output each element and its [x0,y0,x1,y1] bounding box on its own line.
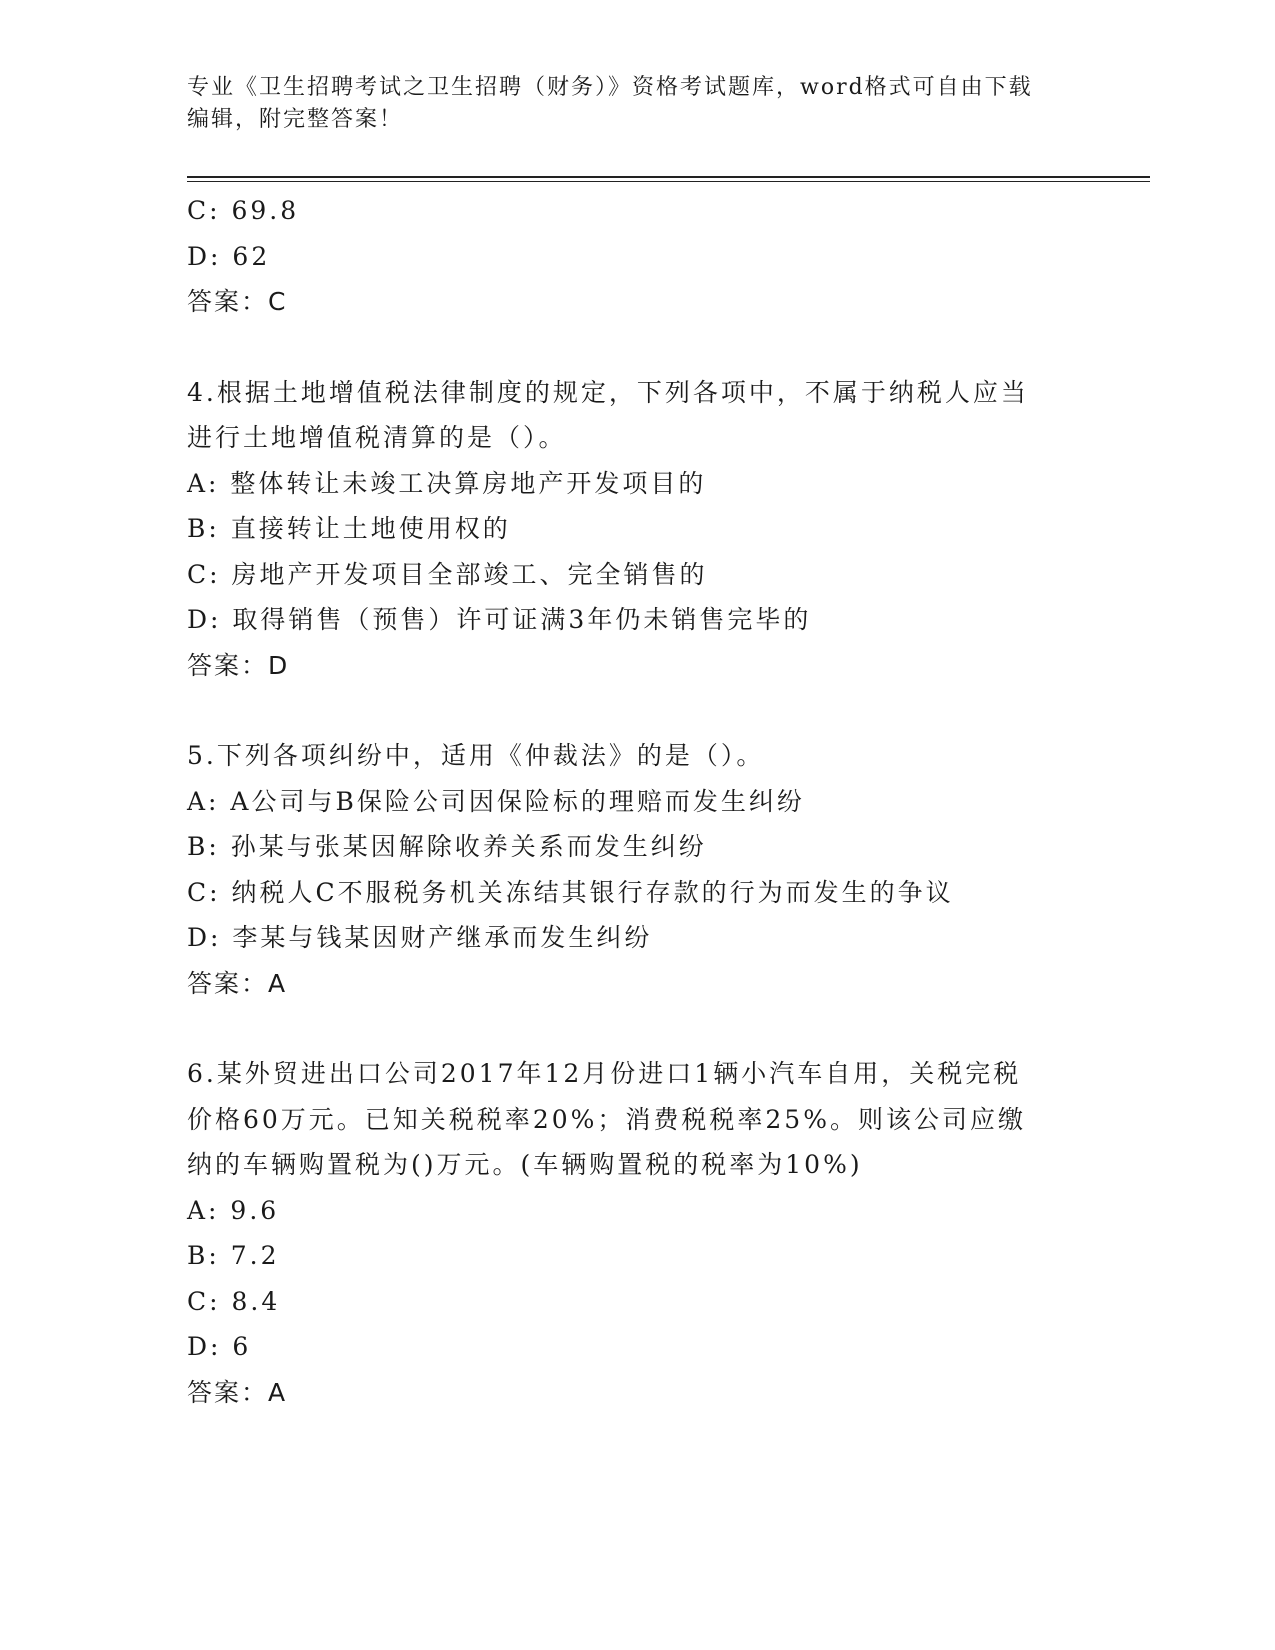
option-a: A: A公司与B保险公司因保险标的理赔而发生纠纷 [187,786,805,816]
option-c: C: 房地产开发项目全部竣工、完全销售的 [187,559,708,589]
answer: 答案：A [187,1377,288,1407]
answer: 答案：D [187,650,290,680]
option-d: D: 6 [187,1332,252,1361]
question-stem: 4.根据土地增值税法律制度的规定，下列各项中，不属于纳税人应当 [187,377,1029,407]
question-stem: 纳的车辆购置税为()万元。(车辆购置税的税率为10%) [187,1150,863,1179]
option-d: D: 62 [187,241,271,271]
option-b: B: 直接转让土地使用权的 [187,514,511,543]
spacer [187,1006,1087,1051]
header-line-2: 编辑，附完整答案！ [187,107,404,132]
document-body [187,188,1087,1415]
option-c: C: 纳税人C不服税务机关冻结其银行存款的行为而发生的争议 [187,877,954,907]
option-d: D: 取得销售（预售）许可证满3年仍未销售完毕的 [187,605,812,634]
question-stem: 5.下列各项纠纷中，适用《仲裁法》的是（）。 [187,741,765,770]
question-6 [187,1051,1087,1415]
spacer [187,688,1087,733]
option-b: B: 孙某与张某因解除收养关系而发生纠纷 [187,832,707,861]
option-c: C: 69.8 [187,196,300,225]
page-header [187,72,1087,136]
answer: 答案：C [187,287,288,316]
option-b: B: 7.2 [187,1241,280,1270]
option-a: A: 9.6 [187,1195,280,1225]
answer: 答案：A [187,968,288,998]
question-3-continued [187,188,1087,325]
header-line-1: 专业《卫生招聘考试之卫生招聘（财务）》资格考试题库，word格式可自由下载 [187,75,1033,100]
question-stem: 进行土地增值税清算的是（）。 [187,423,567,452]
option-a: A: 整体转让未竣工决算房地产开发项目的 [187,468,707,498]
spacer [187,325,1087,370]
question-5 [187,733,1087,1006]
option-c: C: 8.4 [187,1286,281,1316]
header-divider-thick [187,176,1150,178]
question-4 [187,370,1087,689]
header-divider-thin [187,181,1150,182]
question-stem: 价格60万元。已知关税税率20%；消费税税率25%。则该公司应缴 [187,1104,1026,1134]
option-d: D: 李某与钱某因财产继承而发生纠纷 [187,923,653,952]
question-stem: 6.某外贸进出口公司2017年12月份进口1辆小汽车自用，关税完税 [187,1059,1022,1088]
